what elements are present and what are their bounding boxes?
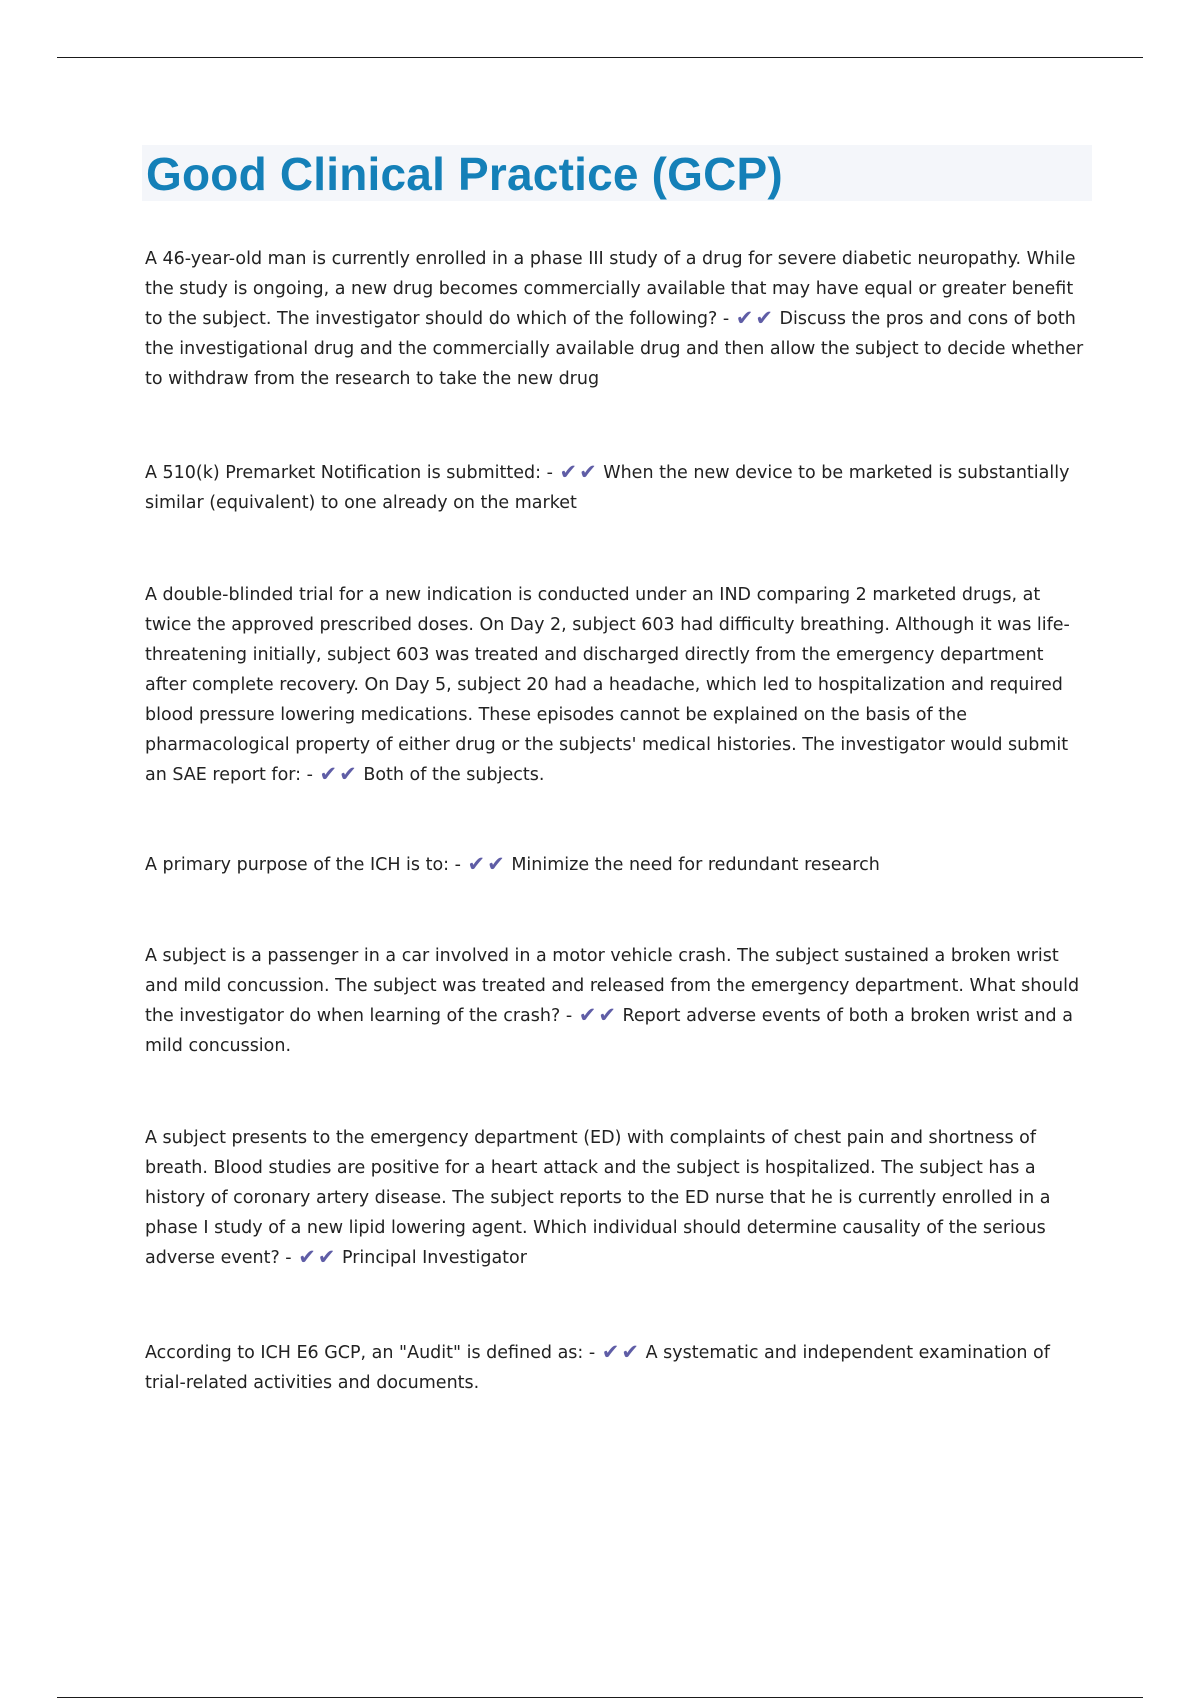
answer-text: A systematic and independent examination of trial-related activities and documents. (145, 1343, 1050, 1393)
check-icon: ✔ (559, 460, 578, 484)
check-icon: ✔ (601, 1340, 620, 1364)
question-text: A subject is a passenger in a car involved in a motor vehicle crash. The subject sustained a broken wrist and mild concussion. The subject was treated and released from the emergency department. What should the investigator do when learning of the crash? - (145, 946, 1080, 1026)
answer-text: Both of the subjects. (363, 765, 545, 785)
check-icon: ✔ (317, 1245, 336, 1269)
bottom-rule (57, 1697, 1143, 1698)
question-text: A 46-year-old man is currently enrolled in a phase III study of a drug for severe diabetic neuropathy. While the study is ongoing, a new drug becomes commercially available that may have equal or greater benefit to the subject. The investigator should do which of the following? - (145, 249, 1076, 329)
check-icon: ✔ (319, 762, 338, 786)
answer-text: Minimize the need for redundant research (511, 855, 880, 875)
answer-text: When the new device to be marketed is substantially similar (equivalent) to one already on the market (145, 463, 1070, 513)
qa-item-6 (145, 1123, 1090, 1273)
qa-item-5 (145, 941, 1090, 1061)
qa-item-2 (145, 458, 1090, 518)
answer-text: Report adverse events of both a broken wrist and a mild concussion. (145, 1006, 1073, 1056)
check-icon: ✔ (621, 1340, 639, 1364)
qa-item-7 (145, 1338, 1090, 1398)
qa-item-1 (145, 244, 1090, 394)
question-text: A double-blinded trial for a new indication is conducted under an IND comparing 2 marketed drugs, at twice the approved prescribed doses. On Day 2, subject 603 had difficulty breathing. Although it was life-threatening initially, subject 603 was treated and discharged directly from the emergency department after complete recovery. On Day 5, subject 20 had a headache, which led to hospitalization and required blood pressure lowering medications. These episodes cannot be explained on the basis of the pharmacological property of either drug or the subjects' medical histories. The investigator would submit an SAE report for: - (145, 585, 1070, 785)
question-text: A subject presents to the emergency department (ED) with complaints of chest pain and shortness of breath. Blood studies are positive for a heart attack and the subject is hospitalized. The subject has a history of coronary artery disease. The subject reports to the ED nurse that he is currently enrolled in a phase I study of a new lipid lowering agent. Which individual should determine causality of the serious adverse event? - (145, 1128, 1051, 1268)
qa-item-3 (145, 580, 1090, 790)
question-text: According to ICH E6 GCP, an "Audit" is defined as: - (145, 1343, 596, 1363)
check-icon: ✔ (735, 306, 754, 330)
check-icon: ✔ (339, 762, 357, 786)
check-icon: ✔ (598, 1003, 616, 1027)
qa-item-4 (145, 850, 1090, 880)
check-icon: ✔ (467, 852, 486, 876)
check-icon: ✔ (487, 852, 505, 876)
page-title: Good Clinical Practice (GCP) (146, 148, 783, 200)
check-icon: ✔ (578, 1003, 597, 1027)
answer-text: Principal Investigator (341, 1248, 527, 1268)
answer-text: Discuss the pros and cons of both the investigational drug and the commercially available drug and then allow the subject to decide whether to withdraw from the research to take the new drug (145, 309, 1084, 389)
check-icon: ✔ (755, 306, 773, 330)
question-text: A 510(k) Premarket Notification is submitted: - (145, 463, 553, 483)
check-icon: ✔ (298, 1245, 316, 1269)
check-icon: ✔ (579, 460, 597, 484)
question-text: A primary purpose of the ICH is to: - (145, 855, 461, 875)
top-rule (57, 57, 1143, 58)
